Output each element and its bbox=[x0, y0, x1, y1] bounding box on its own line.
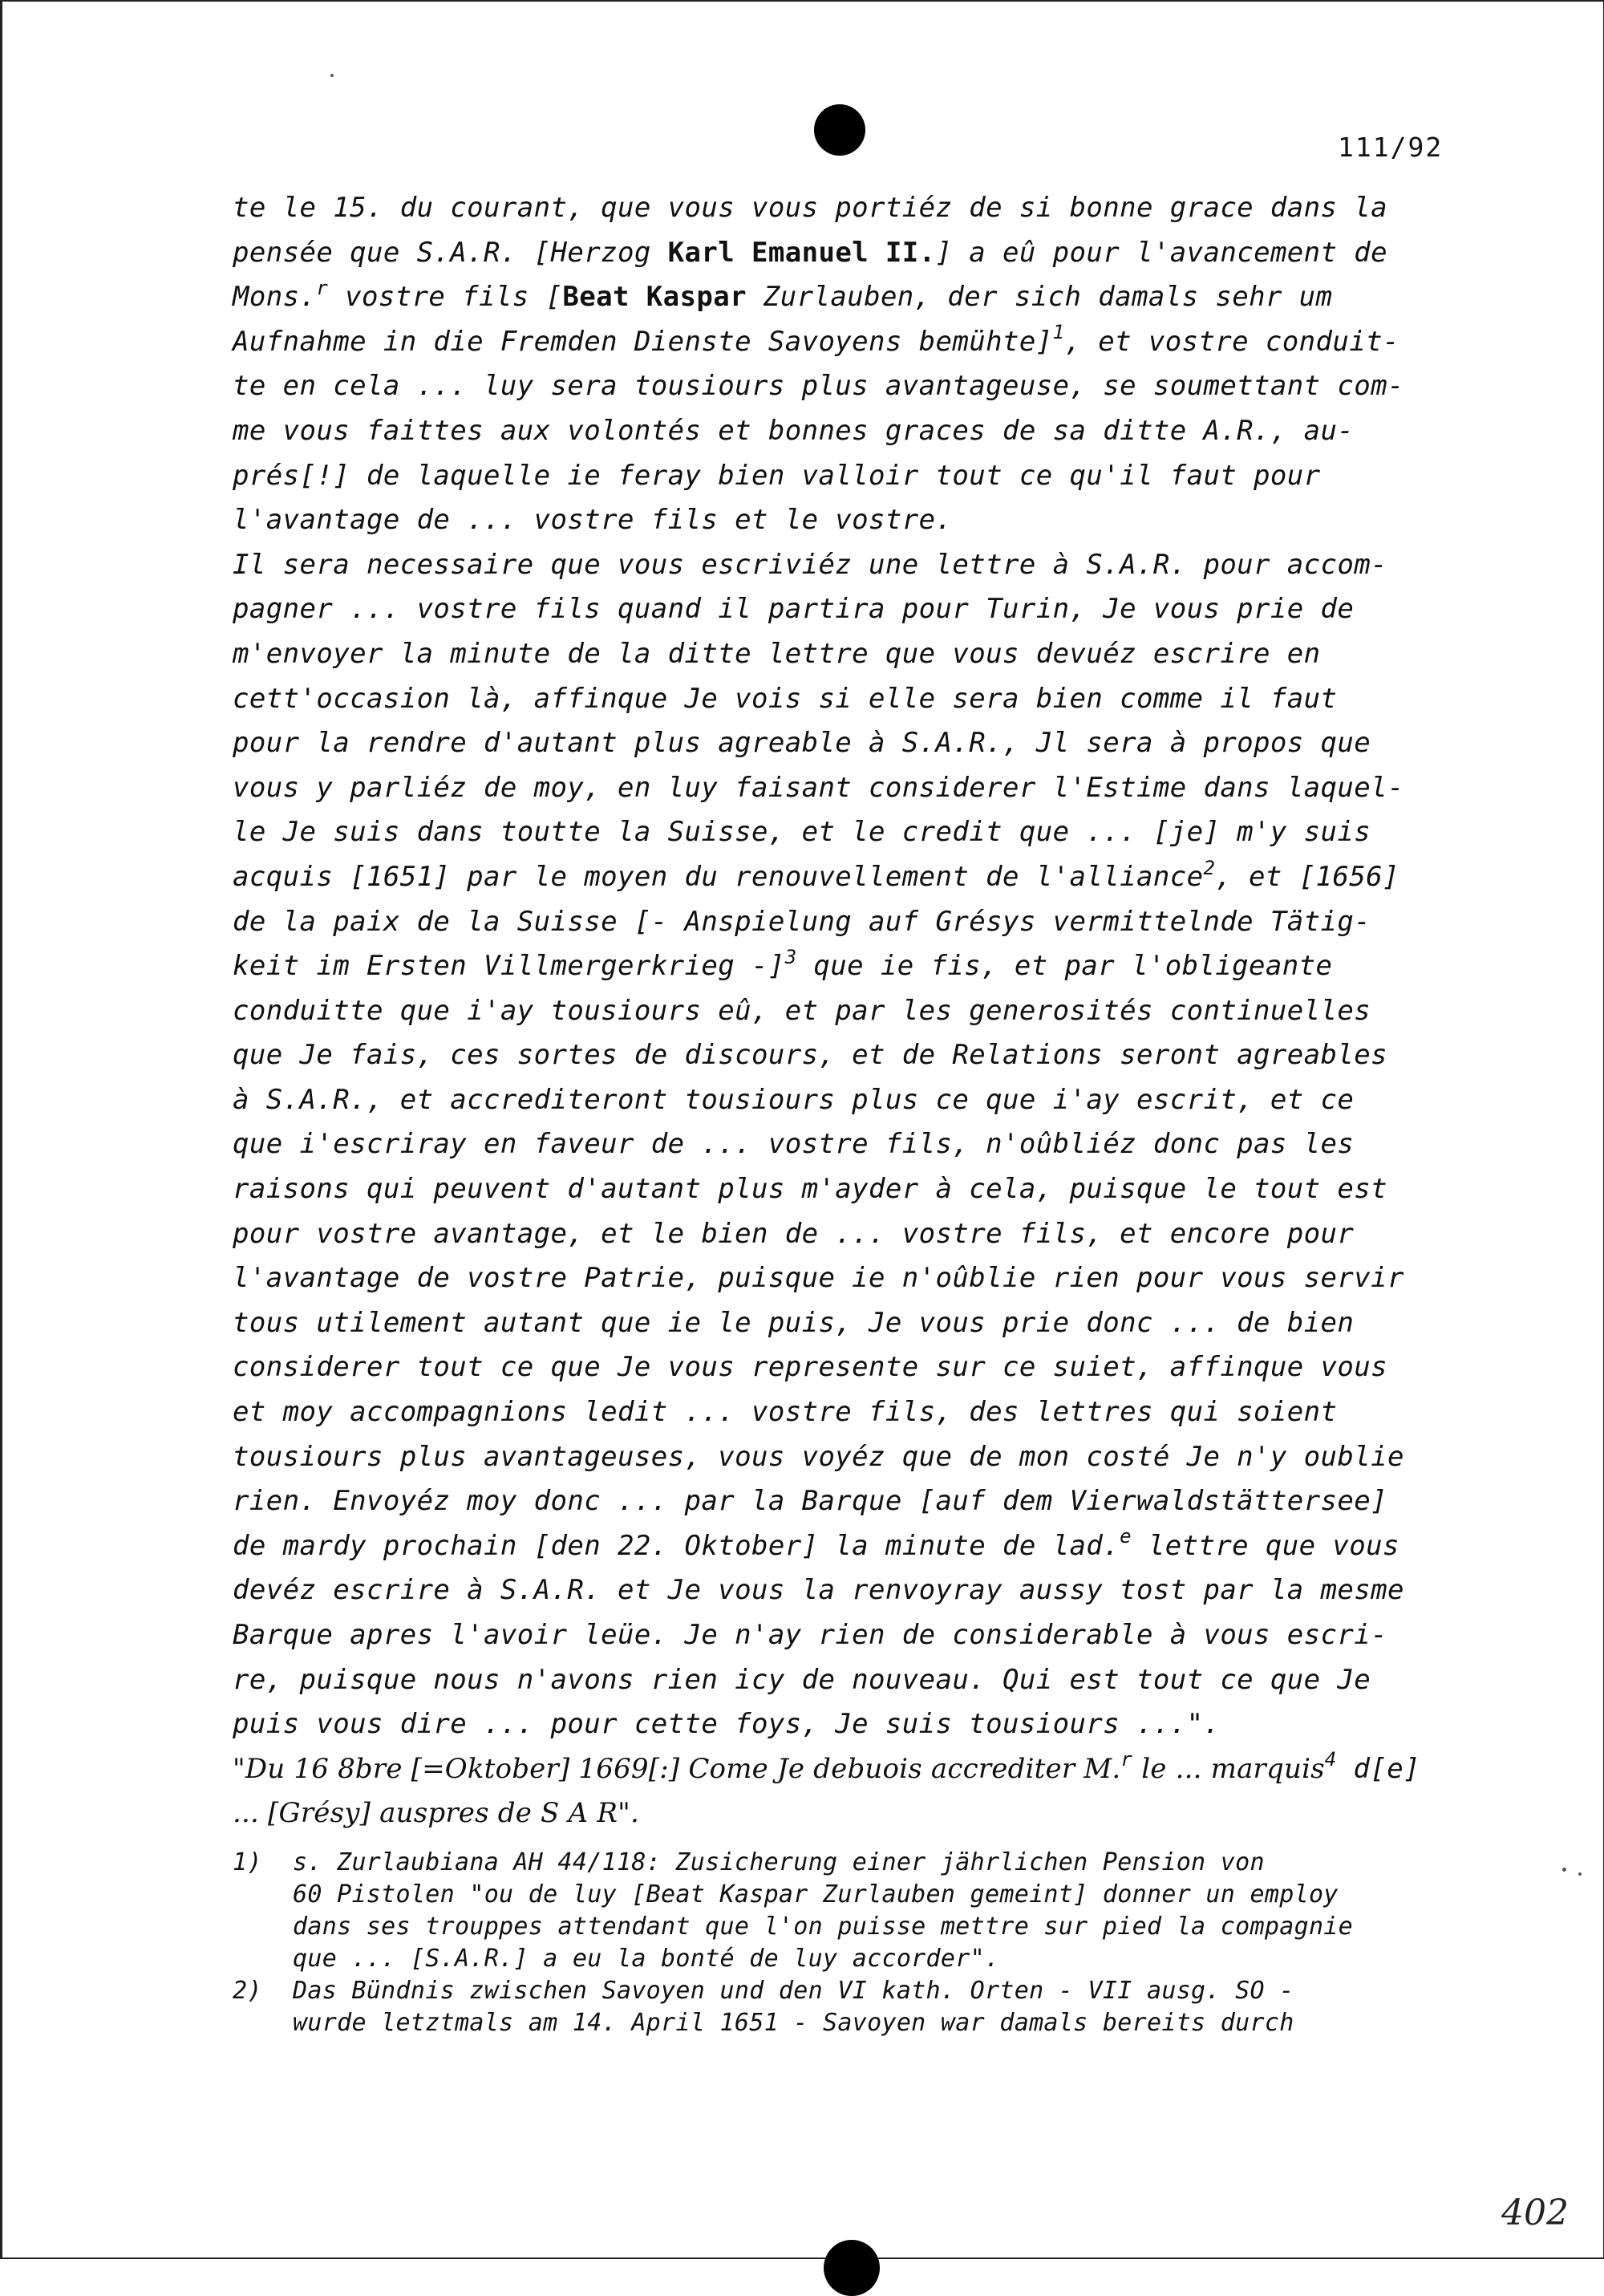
text-segment: Aufnahme in die Fremden Dienste Savoyens bemühte] bbox=[233, 325, 1053, 358]
punch-hole-bottom bbox=[824, 2240, 880, 2296]
text-line: de la paix de la Suisse [- Anspielung auf Grésys vermittelnde Tätig- bbox=[233, 905, 1371, 938]
footnote-line: que ... [S.A.R.] a eu la bonté de luy accorder". bbox=[293, 1945, 1000, 1973]
text-line: l'avantage de ... vostre fils et le vostre. bbox=[233, 504, 953, 537]
text-line: puis vous dire ... pour cette foys, Je suis tousiours ...". bbox=[233, 1708, 1221, 1741]
text-line: que Je fais, ces sortes de discours, et de Relations seront agreables bbox=[233, 1039, 1388, 1072]
text-segment: , et [1656] bbox=[1215, 860, 1399, 893]
text-segment: pensée que S.A.R. [Herzog bbox=[233, 236, 668, 269]
text-line: prés[!] de laquelle ie feray bien valloir tout ce qu'il faut pour bbox=[233, 459, 1321, 492]
text-line: rien. Envoyéz moy donc ... par la Barque [auf dem Vierwaldstättersee] bbox=[233, 1485, 1388, 1518]
footnote-line: s. Zurlaubiana AH 44/118: Zusicherung einer jährlichen Pension von bbox=[293, 1848, 1265, 1876]
text-line: tousiours plus avantageuses, vous voyéz que de mon costé Je n'y oublie bbox=[233, 1440, 1404, 1473]
text-line: le Je suis dans toutte la Suisse, et le credit que ... [je] m'y suis bbox=[233, 816, 1371, 849]
text-line bbox=[233, 1524, 1468, 1569]
text-line: pagner ... vostre fils quand il partira pour Turin, Je vous prie de bbox=[233, 593, 1355, 626]
archive-number: 402 bbox=[1501, 2193, 1569, 2233]
letter-body bbox=[233, 186, 1468, 1836]
footnote-2 bbox=[233, 1975, 1468, 2039]
endorsement-line: ... [Grésy] auspres de S A R". bbox=[233, 1797, 639, 1830]
text-segment: d[e] bbox=[1336, 1752, 1421, 1785]
handwritten-transcription: "Du 16 8bre [=Oktober] 1669[:] Come Je debuois accrediter M. bbox=[233, 1752, 1121, 1785]
page-number: 111/92 bbox=[1338, 132, 1444, 163]
text-line: devéz escrire à S.A.R. et Je vous la renvoyray aussy tost par la mesme bbox=[233, 1574, 1404, 1607]
text-segment: ] a eû pour l'avancement de bbox=[935, 236, 1388, 269]
footnote-line: dans ses trouppes attendant que l'on puisse mettre sur pied la compagnie bbox=[293, 1913, 1354, 1941]
text-segment: , et vostre conduit- bbox=[1064, 325, 1399, 358]
text-line: te le 15. du courant, que vous vous portiéz de si bonne grace dans la bbox=[233, 192, 1388, 224]
footnote-ref: 1 bbox=[1052, 321, 1065, 344]
text-line: considerer tout ce que Je vous represente sur ce suiet, affinque vous bbox=[233, 1351, 1388, 1384]
person-name: Karl Emanuel II. bbox=[667, 236, 936, 269]
footnote-ref: 3 bbox=[784, 945, 797, 968]
text-line bbox=[233, 944, 1468, 989]
footnote-ref: 2 bbox=[1203, 856, 1216, 879]
text-line: Il sera necessaire que vous escriviéz une lettre à S.A.R. pour accom- bbox=[233, 548, 1388, 581]
text-segment: de mardy prochain [den 22. Oktober] la minute de lad. bbox=[233, 1529, 1120, 1562]
person-name: Beat Kaspar bbox=[562, 281, 747, 314]
text-line: tous utilement autant que ie le puis, Je vous prie donc ... de bien bbox=[233, 1306, 1355, 1339]
text-segment: vostre fils [ bbox=[328, 281, 563, 314]
text-line: et moy accompagnions ledit ... vostre fils, des lettres qui soient bbox=[233, 1396, 1338, 1429]
superscript: r bbox=[316, 276, 329, 299]
scan-speck bbox=[1578, 1872, 1582, 1876]
superscript: e bbox=[1120, 1525, 1132, 1548]
text-line: pour la rendre d'autant plus agreable à S.A.R., Jl sera à propos que bbox=[233, 727, 1371, 760]
text-line: l'avantage de vostre Patrie, puisque ie n'oûblie rien pour vous servir bbox=[233, 1262, 1404, 1295]
punch-hole-top bbox=[814, 104, 865, 156]
text-line: Barque apres l'avoir leüe. Je n'ay rien de considerable à vous escri- bbox=[233, 1619, 1388, 1651]
text-segment: acquis [1651] par le moyen du renouvellement de l'alliance bbox=[233, 860, 1204, 893]
footnotes bbox=[233, 1847, 1468, 2039]
text-line bbox=[233, 275, 1468, 320]
text-line: pour vostre avantage, et le bien de ... vostre fils, et encore pour bbox=[233, 1217, 1355, 1250]
text-line bbox=[233, 320, 1468, 365]
superscript: r bbox=[1120, 1748, 1133, 1771]
text-line: re, puisque nous n'avons rien icy de nouveau. Qui est tout ce que Je bbox=[233, 1663, 1371, 1696]
scan-speck bbox=[330, 74, 334, 77]
footnote-line: Das Bündnis zwischen Savoyen und den VI kath. Orten - VII ausg. SO - bbox=[293, 1977, 1294, 2005]
text-line bbox=[233, 855, 1468, 900]
text-line bbox=[233, 231, 1468, 276]
text-segment: que ie fis, et par l'obligeante bbox=[796, 950, 1333, 983]
text-line: te en cela ... luy sera tousiours plus avantageuse, se soumettant com- bbox=[233, 370, 1404, 403]
footnote-1 bbox=[233, 1847, 1468, 1975]
text-line: vous y parliéz de moy, en luy faisant considerer l'Estime dans laquel- bbox=[233, 771, 1404, 804]
footnote-mark: 2) bbox=[233, 1977, 262, 2005]
footnote-line: wurde letztmals am 14. April 1651 - Savoyen war damals bereits durch bbox=[293, 2009, 1294, 2037]
text-segment: keit im Ersten Villmergerkrieg -] bbox=[233, 950, 785, 983]
text-line: que i'escriray en faveur de ... vostre fils, n'oûbliéz donc pas les bbox=[233, 1128, 1355, 1161]
text-line: à S.A.R., et accrediteront tousiours plus ce que i'ay escrit, et ce bbox=[233, 1083, 1355, 1116]
text-line: cett'occasion là, affinque Je vois si elle sera bien comme il faut bbox=[233, 682, 1338, 715]
handwritten-transcription: le ... marquis bbox=[1132, 1752, 1325, 1785]
text-line: conduitte que i'ay tousiours eû, et par les generosités continuelles bbox=[233, 994, 1371, 1027]
text-segment: Mons. bbox=[233, 281, 317, 314]
text-line: m'envoyer la minute de la ditte lettre que vous devuéz escrire en bbox=[233, 637, 1321, 670]
scan-speck bbox=[1562, 1868, 1566, 1872]
text-line: raisons qui peuvent d'autant plus m'ayder à cela, puisque le tout est bbox=[233, 1173, 1388, 1206]
text-segment: lettre que vous bbox=[1131, 1529, 1399, 1562]
text-segment: Zurlauben, der sich damals sehr um bbox=[746, 281, 1333, 314]
text-line: me vous faittes aux volontés et bonnes graces de sa ditte A.R., au- bbox=[233, 414, 1355, 447]
footnote-mark: 1) bbox=[233, 1848, 262, 1876]
footnote-ref: 4 bbox=[1324, 1748, 1337, 1771]
endorsement-line bbox=[233, 1747, 1468, 1792]
footnote-line: 60 Pistolen "ou de luy [Beat Kaspar Zurlauben gemeint] donner un employ bbox=[293, 1880, 1339, 1909]
